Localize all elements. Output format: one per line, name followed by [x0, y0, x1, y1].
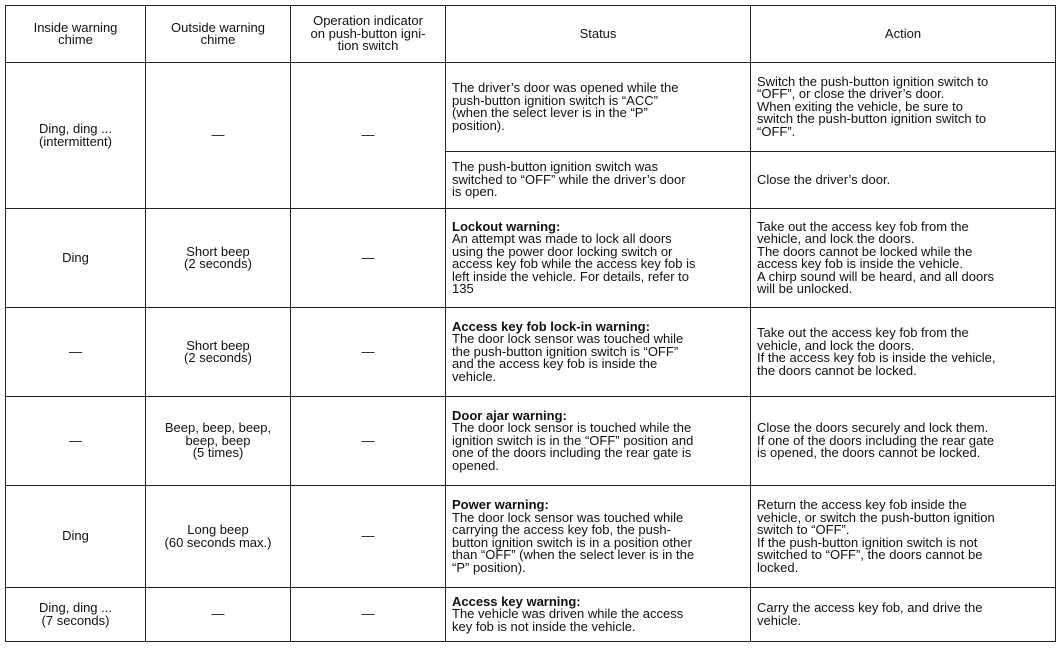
status-cell [446, 63, 751, 152]
action-cell: Take out the access key fob from the vehicle, and lock the doors. If the access key fob is inside the vehicle, the doors cannot be locked. [751, 308, 1056, 397]
warning-chime-table [5, 5, 1056, 642]
header-inside-chime: Inside warning chime [6, 6, 146, 63]
table-row [6, 397, 1056, 486]
status-cell [446, 308, 751, 397]
indicator-cell: — [291, 397, 446, 486]
table-row [6, 486, 1056, 588]
indicator-cell: — [291, 308, 446, 397]
action-cell: Return the access key fob inside the vehicle, or switch the push-button ignition switch to “OFF”. If the push-button ignition switch is not switched to “OFF”, the doors cannot be locked. [751, 486, 1056, 588]
outside-chime-cell: — [146, 63, 291, 209]
inside-chime-cell: Ding [6, 486, 146, 588]
header-action: Action [751, 6, 1056, 63]
outside-chime-cell: Short beep (2 seconds) [146, 308, 291, 397]
status-text: An attempt was made to lock all doors using the power door locking switch or access key fob while the access key fob is left inside the vehicle. For details, refer to 135 [452, 231, 696, 296]
inside-chime-cell: — [6, 308, 146, 397]
status-text: The driver’s door was opened while the push-button ignition switch is “ACC” (when the select lever is in the “P” position). [452, 80, 679, 133]
inside-chime-cell: — [6, 397, 146, 486]
status-cell [446, 588, 751, 642]
status-title: Access key fob lock-in warning: [452, 318, 650, 334]
status-title: Power warning: [452, 497, 549, 512]
status-title: Access key warning: [452, 593, 581, 609]
status-cell [446, 209, 751, 308]
status-text: The push-button ignition switch was switched to “OFF” while the driver’s door is open. [452, 159, 686, 200]
action-cell: Close the doors securely and lock them. If one of the doors including the rear gate is opened, the doors cannot be locked. [751, 397, 1056, 486]
indicator-cell: — [291, 588, 446, 642]
inside-chime-cell: Ding, ding ... (7 seconds) [6, 588, 146, 642]
status-text: The door lock sensor was touched while the push-button ignition switch is “OFF” and the access key fob is inside the vehicle. [452, 331, 684, 384]
inside-chime-cell: Ding [6, 209, 146, 308]
status-cell [446, 486, 751, 588]
status-title: Door ajar warning: [452, 407, 567, 423]
table-row [6, 209, 1056, 308]
action-cell: Take out the access key fob from the vehicle, and lock the doors. The doors cannot be locked while the access key fob is inside the vehicle. A chirp sound will be heard, and all doors will be unlocked. [751, 209, 1056, 308]
status-cell [446, 152, 751, 209]
status-cell [446, 397, 751, 486]
header-outside-chime: Outside warning chime [146, 6, 291, 63]
status-text: The vehicle was driven while the access key fob is not inside the vehicle. [452, 606, 684, 634]
table-row [6, 308, 1056, 397]
action-cell: Close the driver’s door. [751, 152, 1056, 209]
status-title: Lockout warning: [452, 218, 561, 234]
indicator-cell: — [291, 209, 446, 308]
status-text: The door lock sensor was touched while carrying the access key fob, the push- button ignition switch is in a position other than “OFF” (when the select lever is in the “P” position). [452, 509, 695, 575]
inside-chime-cell: Ding, ding ... (intermittent) [6, 63, 146, 209]
status-text: The door lock sensor is touched while the ignition switch is in the “OFF” position and one of the doors including the rear gate is opened. [452, 420, 694, 473]
outside-chime-cell: — [146, 588, 291, 642]
warning-table-container [5, 5, 1056, 642]
header-row [6, 6, 1056, 63]
header-status: Status [446, 6, 751, 63]
table-row [6, 588, 1056, 642]
table-row [6, 63, 1056, 152]
action-cell: Switch the push-button ignition switch to “OFF”, or close the driver’s door. When exiting the vehicle, be sure to switch the push-button ignition switch to “OFF”. [751, 63, 1056, 152]
outside-chime-cell: Short beep (2 seconds) [146, 209, 291, 308]
indicator-cell: — [291, 63, 446, 209]
indicator-cell: — [291, 486, 446, 588]
outside-chime-cell: Long beep (60 seconds max.) [146, 486, 291, 588]
action-cell: Carry the access key fob, and drive the vehicle. [751, 588, 1056, 642]
header-operation-indicator: Operation indicator on push-button igni- tion switch [291, 6, 446, 63]
outside-chime-cell: Beep, beep, beep, beep, beep (5 times) [146, 397, 291, 486]
